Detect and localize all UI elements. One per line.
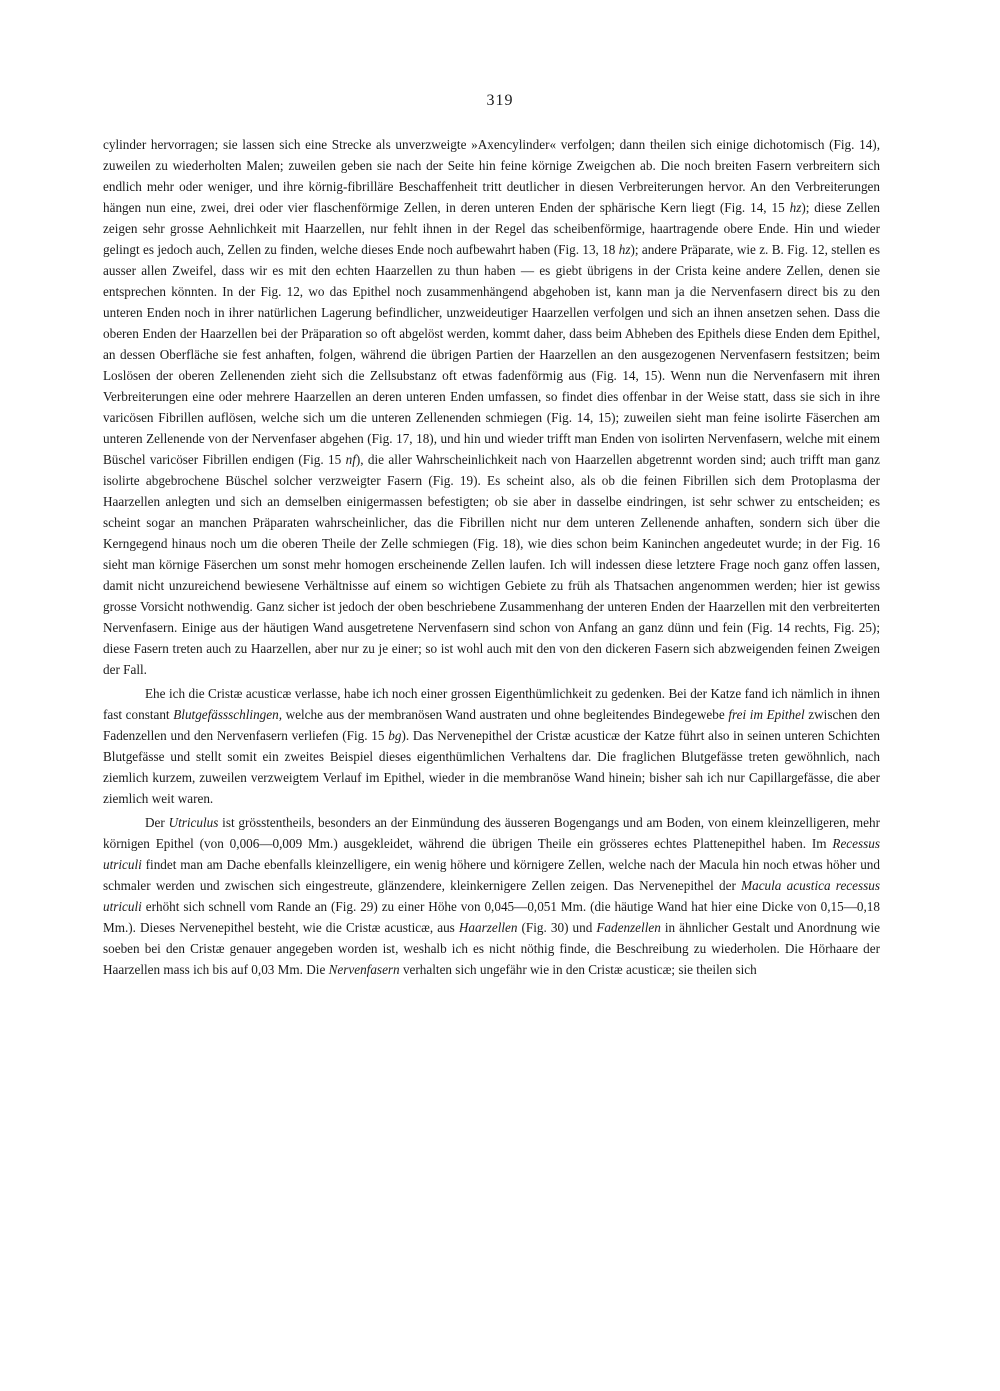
text-run: in ähnlicher Gestalt und Anordnung wie soeben bei den Cristæ genauer angegeben worden ist, weshalb ich es nicht nöthig finde, die Beschreibung zu wiederholen. Die Hörhaare der Haarzellen mass ich bis auf 0,03 Mm. Die: [103, 920, 880, 977]
text-run: zwischen den Fadenzellen und den Nervenfasern verliefen (Fig. 15: [103, 707, 880, 743]
body-text: [103, 134, 880, 980]
italic-text: Recessus utriculi: [103, 836, 880, 872]
text-run: Ehe ich die Cristæ acusticæ verlasse, habe ich noch einer grossen Eigenthümlichkeit zu gedenken. Bei der Katze fand ich nämlich in ihnen fast constant: [103, 686, 880, 722]
text-run: welche aus der membranösen Wand austraten und ohne begleitendes Bindegewebe: [282, 707, 729, 722]
text-run: ); diese Zellen zeigen sehr grosse Aehnlichkeit mit Haarzellen, nur fehlt ihnen in der Regel das scheibenförmige, haartragende obere Ende. Hin und wieder gelingt es jedoch auch, Zellen zu finden, welche dieses Ende noch aufbewahrt haben (Fig. 13, 18: [103, 200, 880, 257]
italic-text: Blutgefässschlingen,: [173, 707, 283, 722]
text-run: ). Das Nervenepithel der Cristæ acusticæ der Katze führt also in seinen unteren Schichten Blutgefässe und stellt somit ein zweites Beispiel dieses eigenthümlichen Verhaltens dar. Die fraglichen Blutgefässe treten gewöhnlich, nach ziemlich kurzem, zuweilen verzweigtem Verlauf im Epithel, wieder in die membranöse Wand hinein; bisher sah ich nur Capillargefässe, die aber ziemlich weit waren.: [103, 728, 880, 806]
italic-text: Nervenfasern: [328, 962, 400, 977]
text-run: verhalten sich ungefähr wie in den Cristæ acusticæ; sie theilen sich: [399, 962, 757, 977]
text-run: erhöht sich schnell vom Rande an (Fig. 29) zu einer Höhe von 0,045—0,051 Mm. (die häutige Wand hat hier eine Dicke von 0,15—0,18 Mm.). Dieses Nervenepithel besteht, wie die Cristæ acusticæ, aus: [103, 899, 880, 935]
text-run: findet man am Dache ebenfalls kleinzelligere, ein wenig höhere und körnigere Zellen, welche nach der Macula hin noch etwas höher und schmaler werden und zwischen sich eingestreute, glänzendere, kleinkernigere Zellen zeigen. Das Nervenepithel der: [103, 857, 880, 893]
italic-text: Macula acustica recessus utriculi: [103, 878, 880, 914]
text-run: ist grösstentheils, besonders an der Einmündung des äusseren Bogengangs und am Boden, von einem kleinzelligeren, mehr körnigen Epithel (von 0,006—0,009 Mm.) ausgekleidet, während die übrigen Theile ein grösseres echtes Plattenepithel haben. Im: [103, 815, 880, 851]
paragraph: [103, 134, 880, 680]
text-run: ), die aller Wahrscheinlichkeit nach von Haarzellen abgetrennt worden sind; auch trifft man ganz isolirte abgebrochene Büschel solcher verzweigter Fasern (Fig. 19). Es scheint also, als ob die feinen Fibrillen sich dem Protoplasma der Haarzellen anlegten und sich an demselben einigermassen befestigten; ob sie aber in dasselbe eindringen, ist sehr schwer zu entscheiden; es scheint sogar an manchen Präparaten wahrscheinlicher, das die Fibrillen nicht nur dem unteren Zellenende anhaften, sondern sich über die Kerngegend hinaus noch um die oberen Theile der Zelle schmiegen (Fig. 18), wie dies schon beim Kaninchen angedeutet wurde; in der Fig. 16 sieht man körnige Fäserchen um sonst mehr homogen erscheinende Zellen laufen. Ich will indessen diese letztere Frage noch ganz offen lassen, damit nicht unzureichend bewiesene Verhältnisse auf einem so wichtigen Gebiete zu früh als Thatsachen angenommen werden; hier ist gewiss grosse Vorsicht nothwendig. Ganz sicher ist jedoch der oben beschriebene Zusammenhang der unteren Enden der Haarzellen mit den verbreiterten Nervenfasern. Einige aus der häutigen Wand ausgetretene Nervenfasern sind schon von Anfang an ganz dünn und fein (Fig. 14 rechts, Fig. 25); diese Fasern treten auch zu Haarzellen, aber nur zu je einer; so ist wohl auch mit den von den dickeren Fasern sich abzweigenden feinen Zweigen der Fall.: [103, 452, 880, 677]
italic-text: hz: [789, 200, 802, 215]
italic-text: bg: [388, 728, 402, 743]
text-run: Der: [145, 815, 169, 830]
page-number: 319: [486, 92, 514, 109]
italic-text: frei im Epithel: [728, 707, 805, 722]
text-run: cylinder hervorragen; sie lassen sich eine Strecke als unverzweigte »Axencylinder« verfolgen; dann theilen sich einige dichotomisch (Fig. 14), zuweilen zu wiederholten Malen; zuweilen geben sie nach der Seite hin feine körnige Zweigchen ab. Die noch breiten Fasern verbreitern sich endlich mehr oder weniger, und ihre körnig-fibrilläre Beschaffenheit tritt deutlicher in diesen Verbreiterungen hervor. An den Verbreiterungen hängen nun eine, zwei, drei oder vier flaschenförmige Zellen, in deren unteren Enden der sphärische Kern liegt (Fig. 14, 15: [103, 137, 880, 215]
paragraph: [103, 812, 880, 980]
italic-text: hz: [618, 242, 631, 257]
paragraph: [103, 683, 880, 809]
italic-text: Utriculus: [168, 815, 219, 830]
text-run: ); andere Präparate, wie z. B. Fig. 12, stellen es ausser allen Zweifel, dass wir es mit den echten Haarzellen zu thun haben — es giebt übrigens in der Crista keine andere Zellen, denen sie entsprechen könnten. In der Fig. 12, wo das Epithel noch zusammenhängend abgehoben ist, kann man ja die Nervenfasern direct bis zu den unteren Enden noch in ihrer natürlichen Lagerung befindlicher, unzweideutiger Haarzellen verfolgen und sich an ihnen ansetzen sehen. Dass die oberen Enden der Haarzellen bei der Präparation so oft abgelöst werden, kommt daher, dass beim Abheben des Epithels diese Enden dem Epithel, an dessen Oberfläche sie fest anhaften, folgen, während die übrigen Partien der Haarzellen an den ausgezogenen Nervenfasern festsitzen; beim Loslösen der oberen Zellenenden zieht sich die Zellsubstanz oft etwas fadenförmig aus (Fig. 14, 15). Wenn nun die Nervenfasern mit ihren Verbreiterungen eine oder mehrere Haarzellen an deren unteren Enden umfassen, so findet dies offenbar in der Weise statt, dass sie sich in ihre varicösen Fibrillen auflösen, welche sich um die unteren Zellenenden schmiegen (Fig. 14, 15); zuweilen sieht man feine isolirte Fäserchen am unteren Zellenende von der Nervenfaser abgehen (Fig. 17, 18), und hin und wieder trifft man Enden von isolirten Nervenfasern, welche mit einem Büschel varicöser Fibrillen endigen (Fig. 15: [103, 242, 880, 467]
text-run: (Fig. 30) und: [517, 920, 597, 935]
italic-text: nf: [345, 452, 356, 467]
italic-text: Fadenzellen: [596, 920, 661, 935]
italic-text: Haarzellen: [458, 920, 518, 935]
